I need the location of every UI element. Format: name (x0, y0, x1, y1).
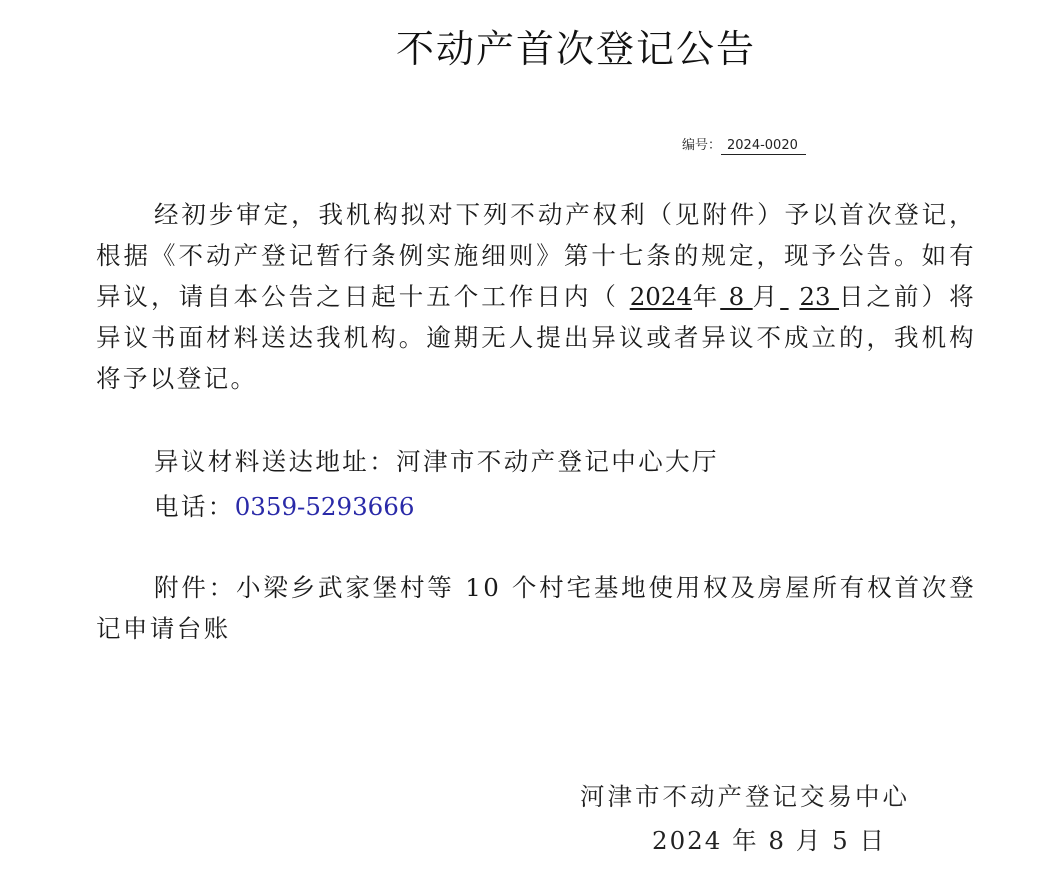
phone-number-link[interactable]: 0359-5293666 (234, 492, 415, 521)
deadline-year: 2024 (629, 282, 693, 311)
month-unit: 月 (752, 282, 781, 311)
document-number-value: 2024-0020 (721, 138, 806, 155)
main-paragraph (96, 194, 976, 399)
year-unit: 年 (692, 282, 721, 311)
address-value: 河津市不动产登记中心大厅 (396, 447, 719, 476)
document-number (682, 134, 806, 155)
deadline-month: 8 (720, 282, 753, 311)
attachment-paragraph (96, 567, 976, 649)
issuer-name: 河津市不动产登记交易中心 (580, 782, 910, 811)
main-paragraph-part2: 日之前）将异议书面材料送达我机构。逾期无人提出异议或者异议不成立的，我机构将予以登记。 (96, 282, 977, 393)
attachment-label: 附件： (154, 573, 236, 602)
notice-body (96, 194, 976, 399)
issue-date: 2024 年 8 月 5 日 (652, 826, 886, 855)
deadline-day-lead (780, 282, 788, 311)
address-label: 异议材料送达地址： (154, 447, 397, 476)
phone-label: 电话： (154, 492, 235, 521)
phone-line (154, 488, 414, 523)
document-number-label: 编号： (682, 138, 722, 153)
address-line (154, 443, 719, 478)
notice-title: 不动产首次登记公告 (395, 27, 756, 71)
main-paragraph-part1: 经初步审定，我机构拟对下列不动产权利（见附件）予以首次登记，根据《不动产登记暂行条例实施细则》第十七条的规定，现予公告。如有异议，请自本公告之日起十五个工作日内（ (96, 200, 976, 311)
attachment-text: 小梁乡武家堡村等 10 个村宅基地使用权及房屋所有权首次登记申请台账 (96, 573, 976, 643)
deadline-day: 23 (799, 282, 840, 311)
